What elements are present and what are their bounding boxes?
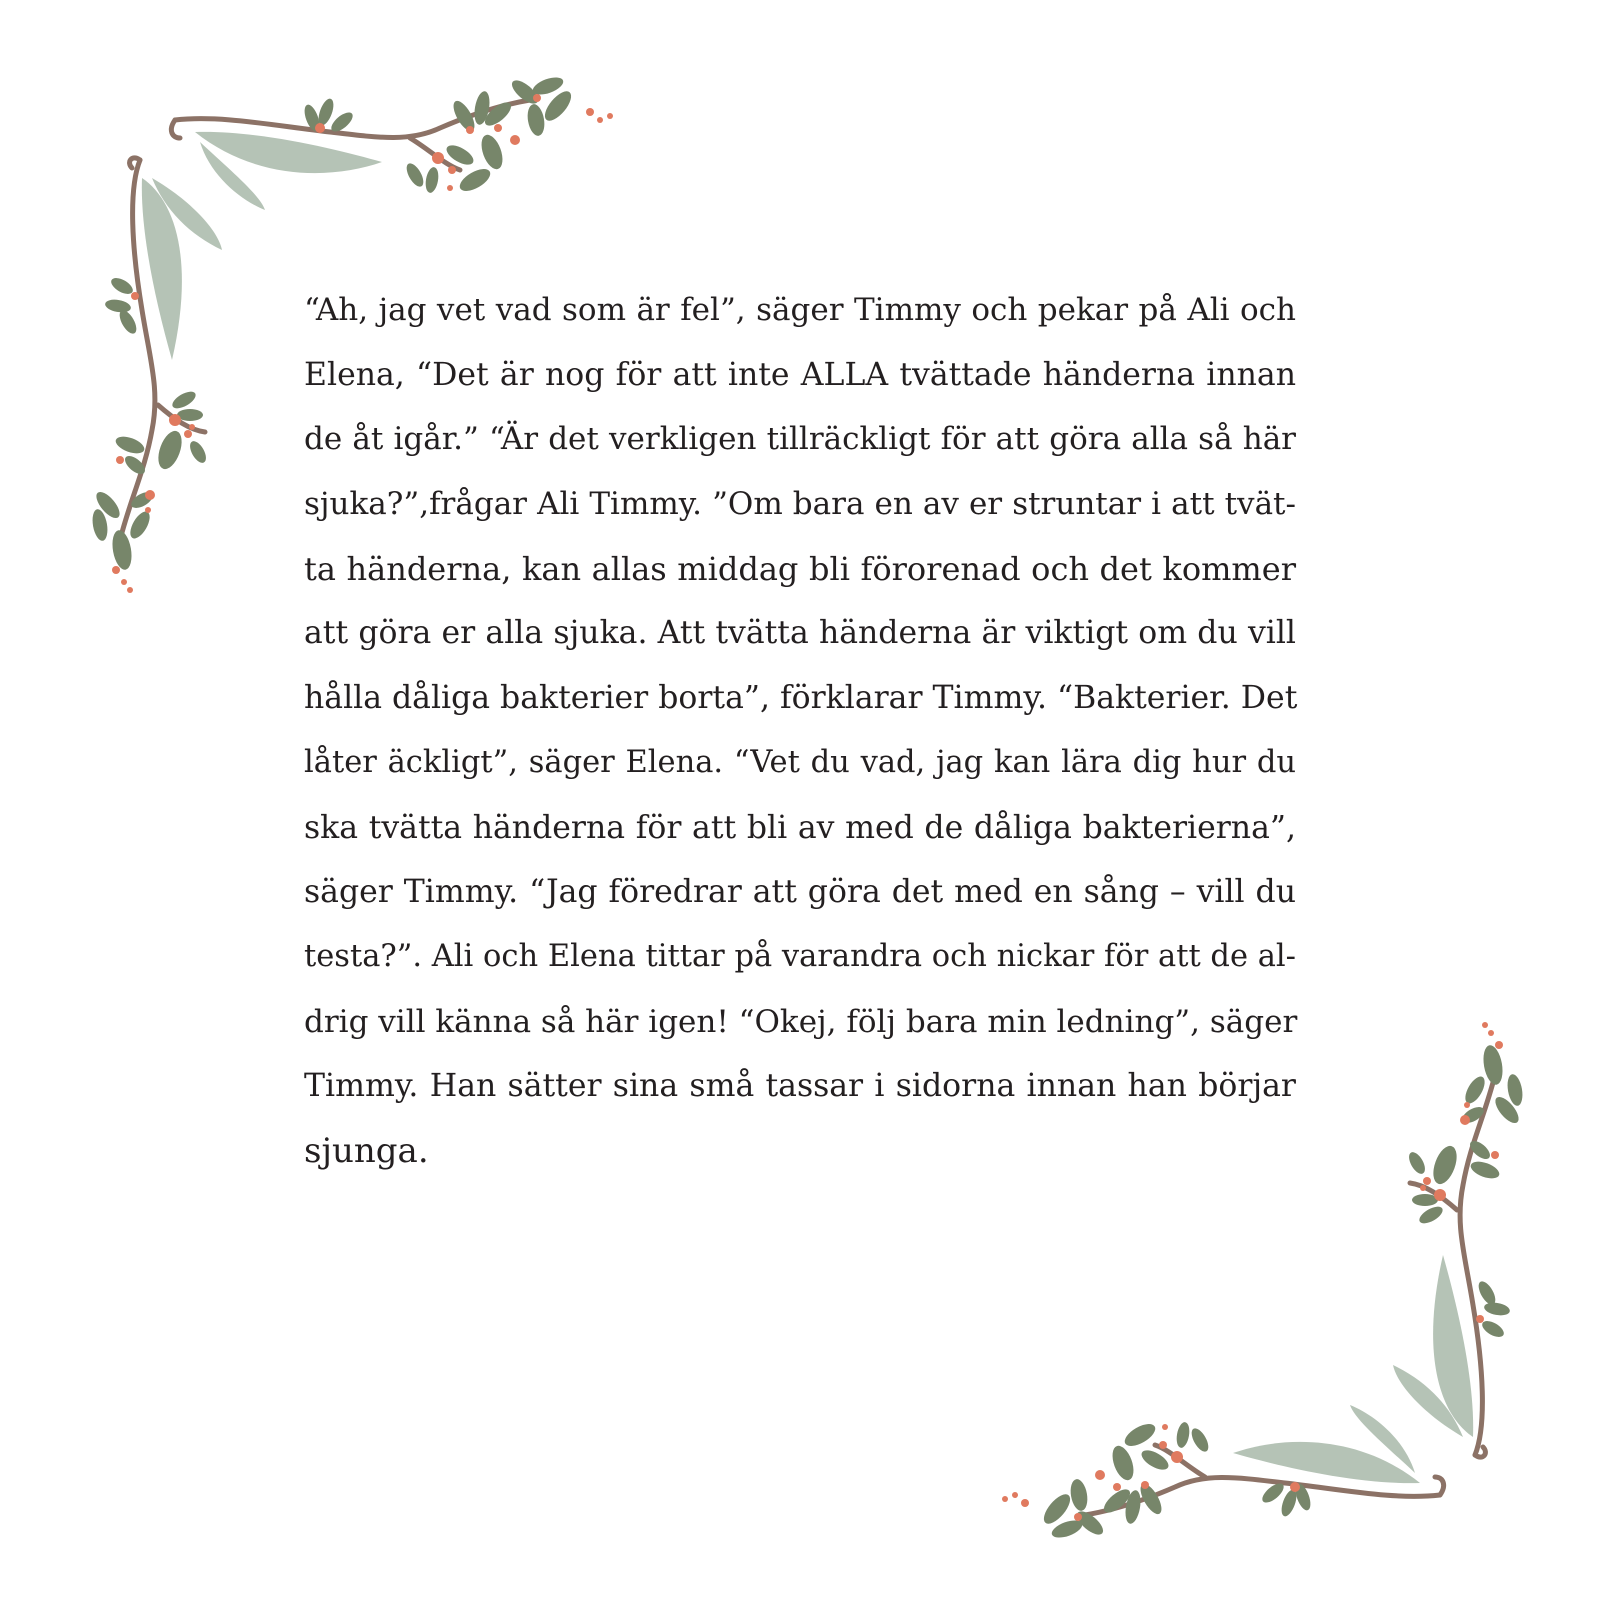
story-line: att göra er alla sjuka. Att tvätta händerna är viktigt om du vill — [304, 615, 1296, 652]
story-line: testa?”. Ali och Elena tittar på varandra och nickar för att de al- — [304, 938, 1296, 974]
story-line: de åt igår.” “Är det verkligen tillräckligt för att göra alla så här — [304, 421, 1296, 458]
story-line: låter äckligt”, säger Elena. “Vet du vad, jag kan lära dig hur du — [304, 744, 1296, 780]
story-line: ska tvätta händerna för att bli av med de dåliga bakterierna”, — [304, 809, 1296, 846]
story-line: sjuka?”,frågar Ali Timmy. ”Om bara en av er struntar i att tvät- — [304, 486, 1296, 523]
story-paragraph — [304, 278, 1296, 1184]
story-line: sjunga. — [304, 1130, 429, 1171]
story-line: hålla dåliga bakterier borta”, förklarar Timmy. “Bakterier. Det — [304, 680, 1298, 717]
story-line: “Ah, jag vet vad som är fel”, säger Timmy och pekar på Ali och — [304, 292, 1296, 328]
story-line: ta händerna, kan allas middag bli förorenad och det kommer — [304, 549, 1296, 588]
story-line: Timmy. Han sätter sina små tassar i sidorna innan han börjar — [304, 1068, 1296, 1105]
story-line: drig vill känna så här igen! “Okej, följ bara min ledning”, säger — [304, 1003, 1298, 1040]
story-line: Elena, “Det är nog för att inte ALLA tvättade händerna innan — [304, 356, 1296, 393]
story-line: säger Timmy. “Jag föredrar att göra det med en sång – vill du — [304, 874, 1296, 911]
